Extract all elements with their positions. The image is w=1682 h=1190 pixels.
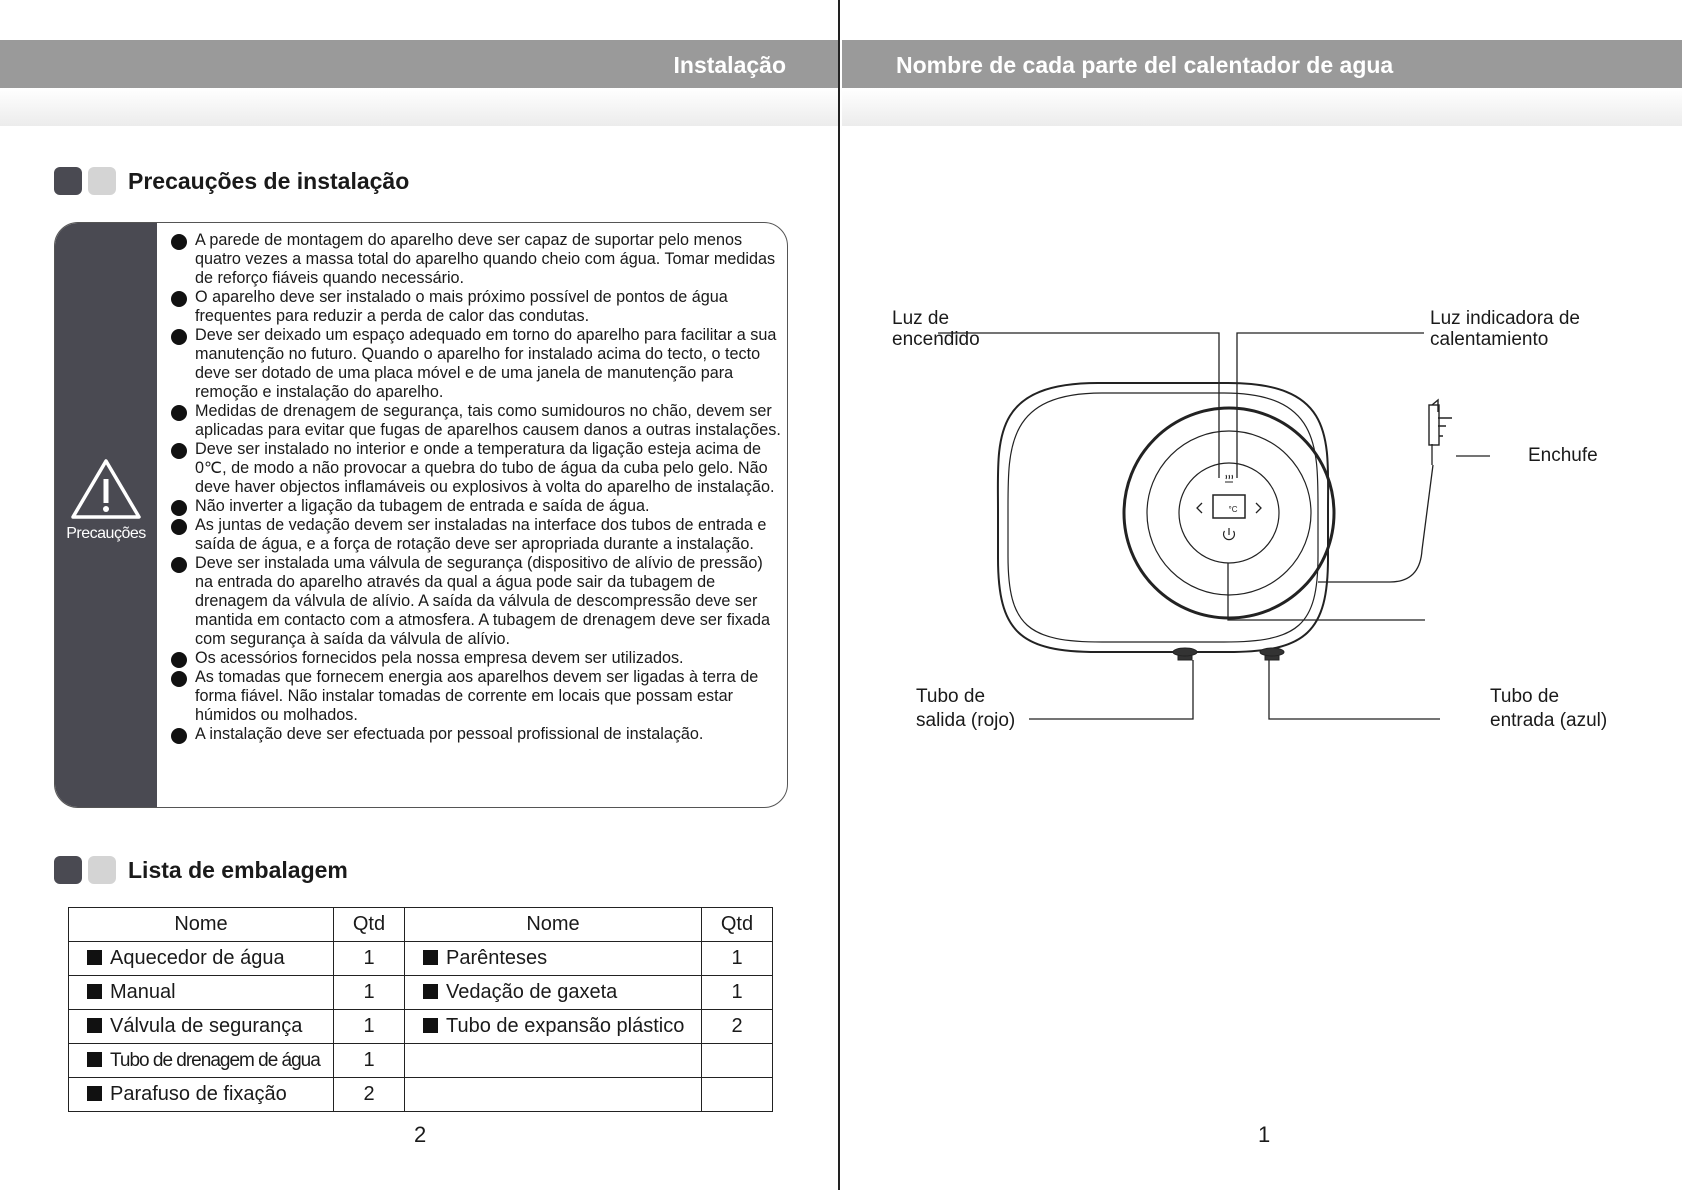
table-row: Manual 1 Vedação de gaxeta 1	[69, 976, 773, 1010]
list-item: Não inverter a ligação da tubagem de entrada e saída de água.	[169, 497, 781, 516]
heating-icon	[1225, 475, 1233, 482]
packing-table	[68, 907, 773, 1112]
table-row: Válvula de segurança 1 Tubo de expansão plástico 2	[69, 1010, 773, 1044]
heating-light-label: Luz indicadora de calentamiento	[1430, 308, 1580, 350]
table-header-row: Nome Qtd Nome Qtd	[69, 908, 773, 942]
power-icon	[1224, 528, 1235, 540]
precautions-title: Precauções de instalação	[128, 167, 410, 194]
page-number: 1	[1258, 1122, 1271, 1147]
table-row: Tubo de drenagem de água 1	[69, 1044, 773, 1078]
plug-label: Enchufe	[1528, 445, 1598, 466]
panel-unit: °C	[1228, 505, 1238, 514]
plug-icon	[1429, 400, 1452, 445]
list-item: O aparelho deve ser instalado o mais próximo possível de pontos de água frequentes para reduzir a perda de calor das condutas.	[169, 288, 781, 326]
outlet-pipe-label: Tubo de salida (rojo)	[916, 686, 1016, 731]
water-heater-diagram	[840, 0, 1682, 1190]
list-item: A parede de montagem do aparelho deve ser capaz de suportar pelo menos quatro vezes a massa total do aparelho quando cheio com água. Tomar medidas de reforço fiáveis quando necessário.	[169, 231, 781, 288]
header-title: Instalação	[673, 52, 786, 78]
list-item: A instalação deve ser efectuada por pessoal profissional de instalação.	[169, 725, 781, 744]
inlet-pipe-label: Tubo de entrada (azul)	[1490, 686, 1608, 731]
right-page	[840, 0, 1682, 1190]
list-item: As tomadas que fornecem energia aos aparelhos devem ser ligadas à terra de forma fiável. Não instalar tomadas de corrente em locais que possam estar húmidos ou molhados.	[169, 668, 781, 725]
list-item: Deve ser deixado um espaço adequado em torno do aparelho para facilitar a sua manutenção no futuro. Quando o aparelho for instalado acima do tecto, o tecto deve ser dotado de uma placa móvel e de uma janela de manutenção para remoção e instalação do aparelho.	[169, 326, 781, 402]
table-row: Aquecedor de água 1 Parênteses 1	[69, 942, 773, 976]
precautions-heading	[54, 167, 409, 195]
page-number: 2	[414, 1122, 427, 1147]
list-item: Medidas de drenagem de segurança, tais como sumidouros no chão, devem ser aplicadas para evitar que fugas de aparelhos causem danos a outras instalações.	[169, 402, 781, 440]
precautions-side-label: Precauções	[66, 525, 146, 542]
packing-heading	[54, 856, 348, 884]
inlet-pipe	[1260, 648, 1284, 660]
list-item: As juntas de vedação devem ser instaladas na interface dos tubos de entrada e saída de água, e a força de rotação deve ser apropriada durante a instalação.	[169, 516, 781, 554]
header-title: Nombre de cada parte del calentador de agua	[896, 52, 1394, 78]
table-row: Parafuso de fixação 2	[69, 1078, 773, 1112]
precautions-sidebar	[55, 223, 157, 807]
list-item: Os acessórios fornecidos pela nossa empresa devem ser utilizados.	[169, 649, 781, 668]
packing-title: Lista de embalagem	[128, 856, 348, 883]
power-light-label: Luz de encendido	[892, 308, 980, 350]
power-cord	[1318, 465, 1433, 582]
list-item: Deve ser instalado no interior e onde a temperatura da ligação esteja acima de 0℃, de modo a não provocar a quebra do tubo de água da cuba pelo gelo. Não deve haver objectos inflamáveis ou explosivos à volta do aparelho de instalação.	[169, 440, 781, 497]
list-item: Deve ser instalada uma válvula de segurança (dispositivo de alívio de pressão) na entrada do aparelho através da qual a água pode sair da tubagem de drenagem da válvula de alívio. A saída da válvula de descompressão deve ser mantida em contacto com a atmosfera. A tubagem de drenagem deve ser fixada com segurança à saída da válvula de alívio.	[169, 554, 781, 649]
left-page	[0, 0, 840, 1190]
precautions-box	[54, 222, 788, 808]
warning-icon	[70, 457, 142, 521]
outlet-pipe	[1173, 648, 1197, 660]
precautions-list	[169, 231, 781, 744]
